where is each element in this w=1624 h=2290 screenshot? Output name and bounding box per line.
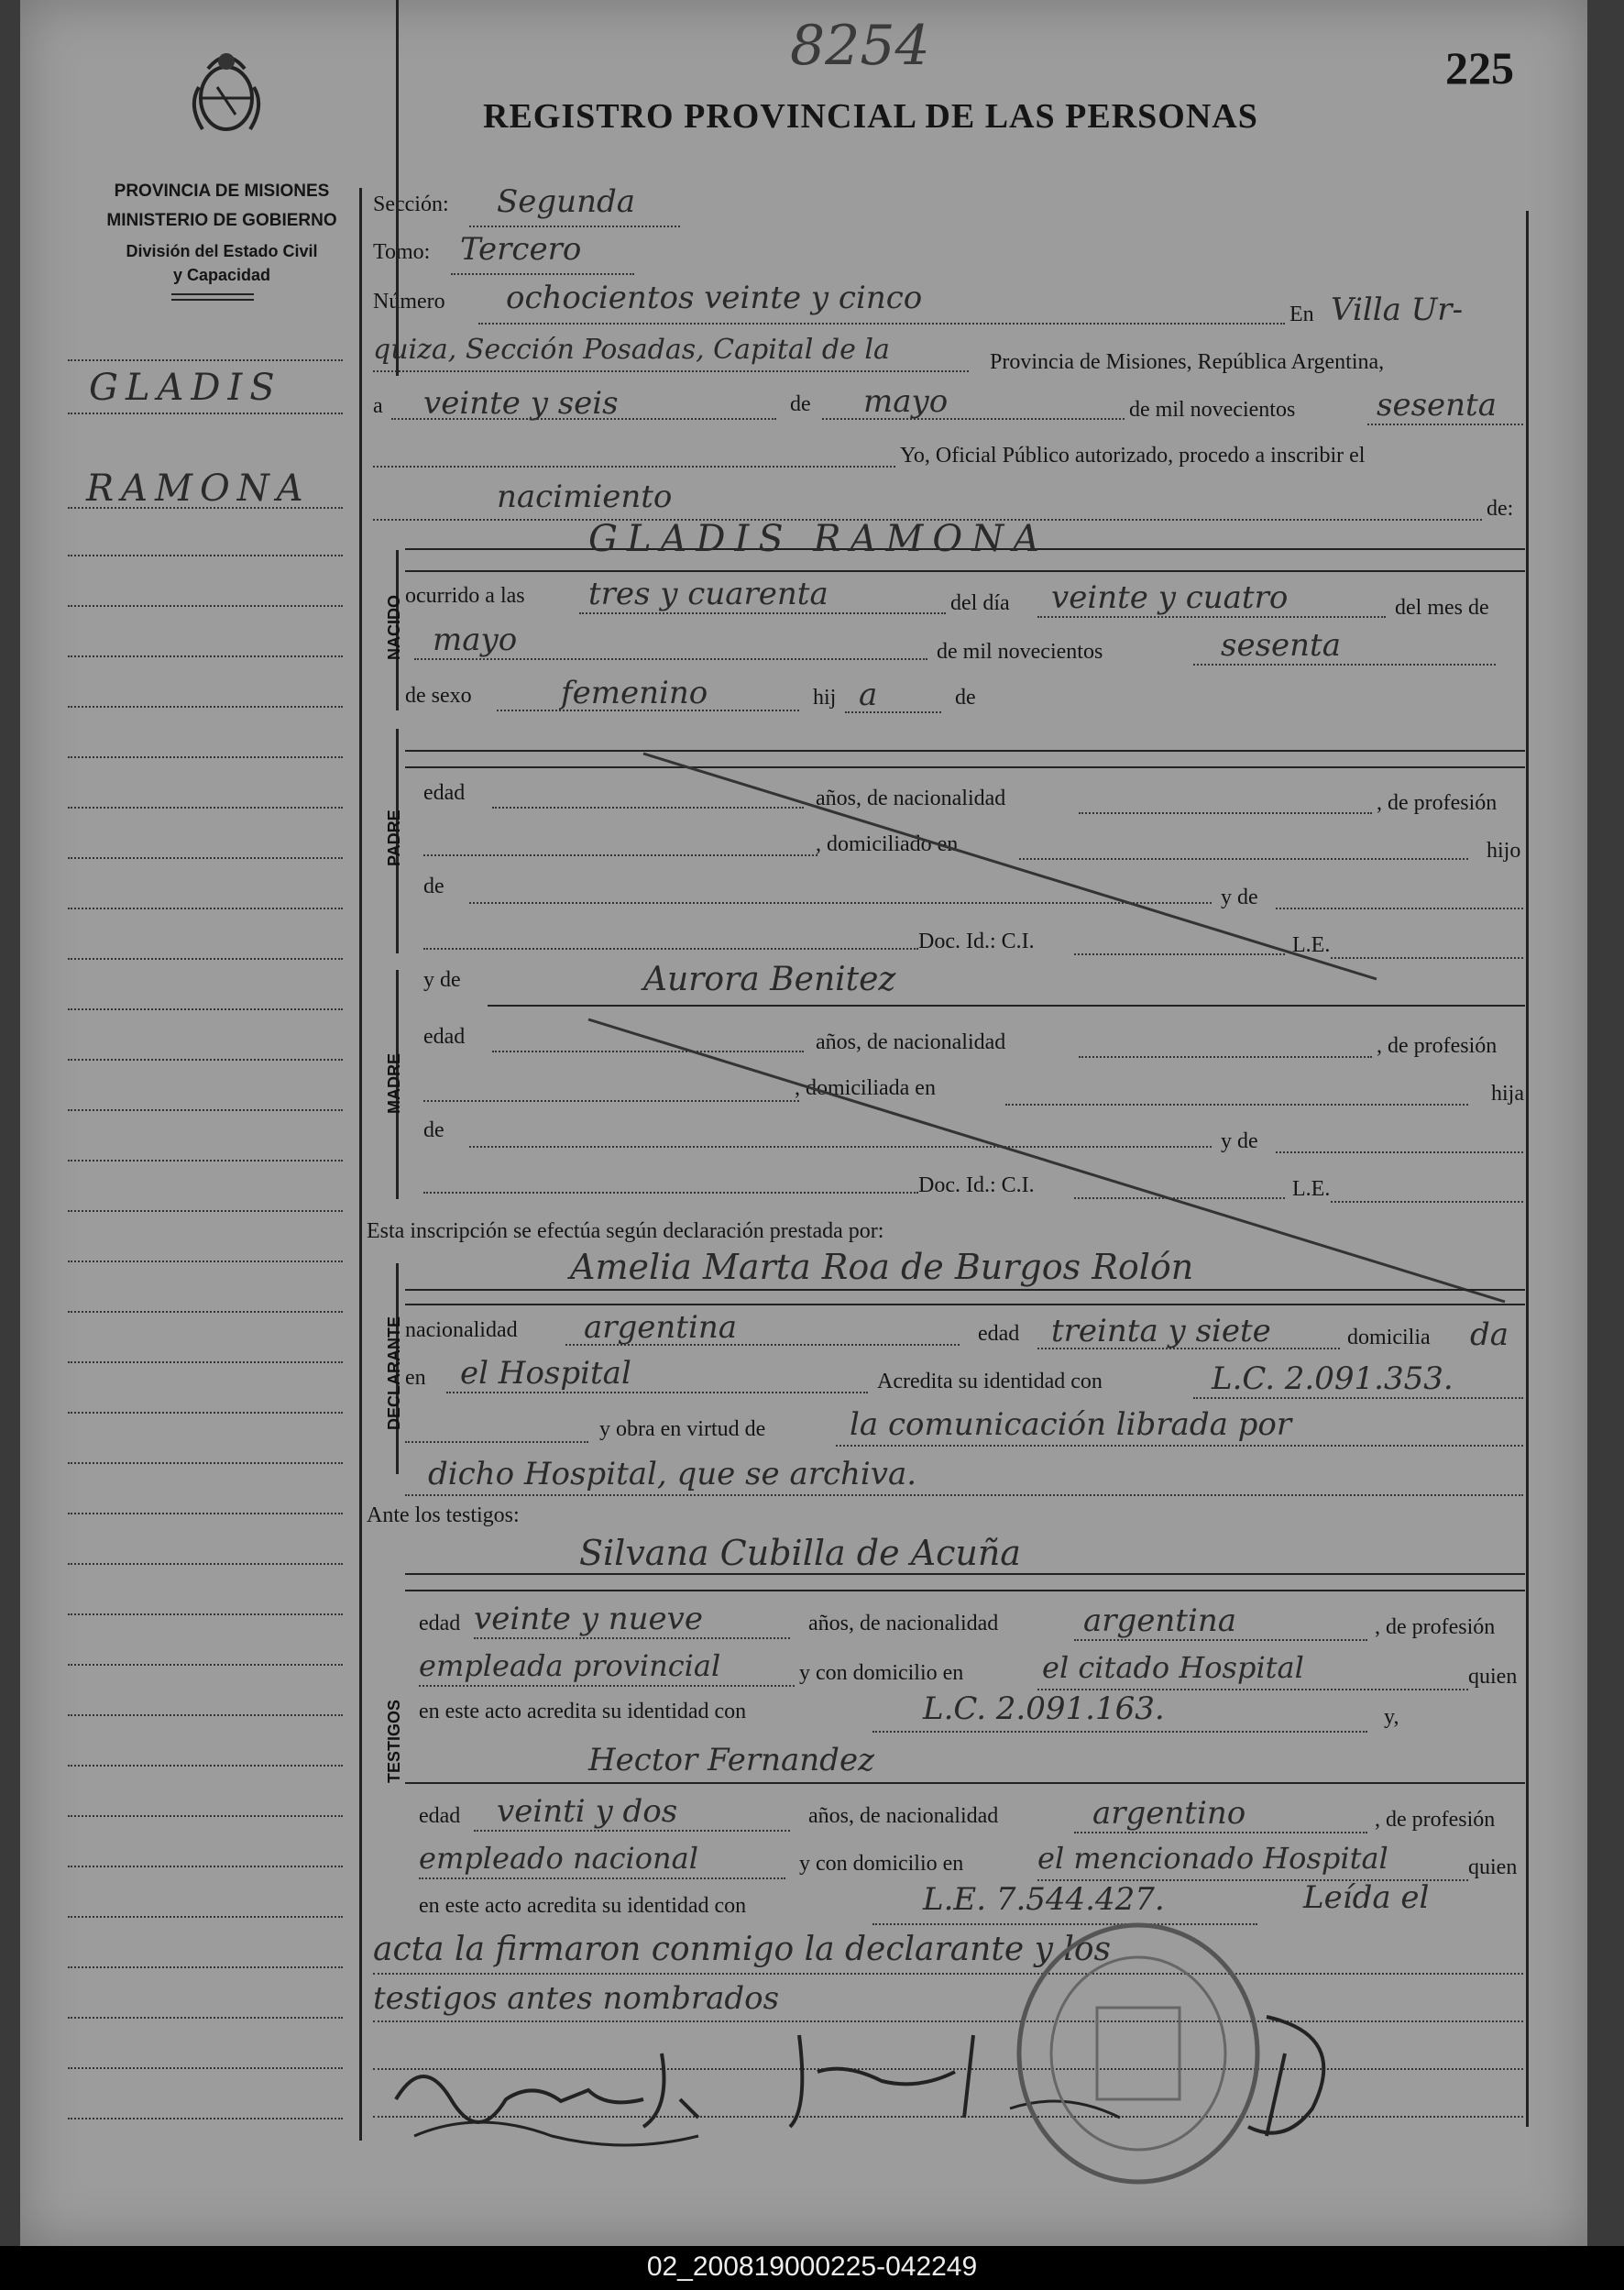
testigo2-edad-value: veinti y dos — [497, 1793, 678, 1830]
testigo1-quien-label: quien — [1468, 1665, 1518, 1689]
en-value: Villa Ur- — [1331, 292, 1464, 328]
testigo1-nombre: Silvana Cubilla de Acuña — [579, 1533, 1021, 1573]
sexo-value: femenino — [561, 675, 708, 711]
testigo1-profesion-value: empleada provincial — [419, 1648, 721, 1683]
declarante-identidad-value: L.C. 2.091.353. — [1212, 1360, 1454, 1397]
madre-hija-label: hija — [1491, 1082, 1524, 1106]
testigo1-identidad-value: L.C. 2.091.163. — [923, 1690, 1165, 1727]
yo-text: Yo, Oficial Público autorizado, procedo a inscribir el — [900, 444, 1366, 468]
testigo1-edad-value: veinte y nueve — [474, 1601, 703, 1637]
declarante-domicilia-label: domicilia — [1347, 1326, 1431, 1349]
testigos-intro: Ante los testigos: — [367, 1503, 520, 1527]
closing-line-2: testigos antes nombrados — [373, 1980, 780, 2017]
padre-domiciliado-label: , domiciliado en — [816, 832, 959, 856]
tomo-value: Tercero — [460, 231, 582, 268]
ministry-line-1: PROVINCIA DE MISIONES — [114, 182, 330, 201]
place-value: quiza, Sección Posadas, Capital de la — [373, 334, 890, 366]
tomo-label: Tomo: — [373, 240, 431, 264]
testigo1-y-label: y, — [1384, 1705, 1399, 1729]
nacido-mes-value: mayo — [433, 622, 518, 658]
declarante-nacionalidad-value: argentina — [584, 1309, 738, 1346]
declarante-obra-value-2: dicho Hospital, que se archiva. — [428, 1456, 917, 1492]
testigo1-edad-label: edad — [419, 1612, 461, 1635]
madre-y-de-label: y de — [423, 968, 461, 992]
hij-value: a — [859, 677, 878, 713]
madre-edad-label: edad — [423, 1025, 466, 1049]
nacido-de-label: de — [955, 686, 976, 710]
ministry-line-3: División del Estado Civil — [126, 242, 318, 260]
testigo1-domicilio-value: el citado Hospital — [1042, 1650, 1304, 1685]
declarante-edad-value: treinta y siete — [1051, 1313, 1271, 1349]
de-colon-label: de: — [1487, 497, 1514, 521]
declarante-acredita-label: Acredita su identidad con — [877, 1370, 1103, 1393]
mes-value: mayo — [863, 383, 949, 420]
madre-profesion-label: , de profesión — [1377, 1034, 1498, 1058]
testigo2-nombre: Hector Fernandez — [588, 1742, 874, 1778]
page-title: REGISTRO PROVINCIAL DE LAS PERSONAS — [483, 97, 1258, 136]
madre-nombre-value: Aurora Benitez — [643, 961, 896, 998]
dia-value: veinte y seis — [423, 385, 619, 422]
seccion-label: Sección: — [373, 193, 449, 216]
leida-value: Leída el — [1303, 1879, 1430, 1916]
nacido-anio-label: de mil novecientos — [937, 640, 1103, 664]
padre-section-label: PADRE — [385, 809, 403, 866]
testigo2-quien-label: quien — [1468, 1855, 1518, 1879]
declarante-en-label: en — [405, 1366, 426, 1390]
testigo2-anios-label: años, de nacionalidad — [808, 1804, 999, 1828]
declarante-domicilio-value: el Hospital — [460, 1355, 631, 1392]
testigo2-identidad-value: L.E. 7.544.427. — [923, 1881, 1165, 1918]
madre-le-label: L.E. — [1292, 1177, 1331, 1201]
anio-label: de mil novecientos — [1129, 398, 1296, 422]
register-page — [20, 0, 1587, 2246]
handwritten-entry-number: 8254 — [790, 14, 930, 78]
declarante-obra-label: y obra en virtud de — [599, 1417, 766, 1441]
margin-name-line-1: GLADIS — [89, 367, 282, 409]
padre-le-label: L.E. — [1292, 933, 1331, 957]
testigo1-nacionalidad-value: argentina — [1083, 1602, 1237, 1639]
declarante-obra-value: la comunicación librada por — [850, 1406, 1292, 1443]
padre-hijo-label: hijo — [1487, 839, 1521, 863]
madre-de-label: de — [423, 1118, 444, 1142]
testigo2-edad-label: edad — [419, 1804, 461, 1828]
nacido-dia-value: veinte y cuatro — [1051, 579, 1289, 616]
testigo1-domicilio-label: y con domicilio en — [799, 1661, 964, 1685]
padre-anios-label: años, de nacionalidad — [816, 787, 1006, 810]
hij-label: hij — [813, 686, 837, 710]
padre-profesion-label: , de profesión — [1377, 791, 1498, 815]
testigo2-acredita-label: en este acto acredita su identidad con — [419, 1894, 747, 1918]
declarante-edad-label: edad — [978, 1322, 1020, 1346]
testigo2-domicilio-label: y con domicilio en — [799, 1852, 964, 1876]
testigo1-profesion-label: , de profesión — [1375, 1615, 1496, 1639]
padre-y-de-label: y de — [1221, 886, 1258, 909]
hora-value: tres y cuarenta — [588, 576, 828, 612]
ministry-line-2: MINISTERIO DE GOBIERNO — [106, 211, 337, 230]
nacido-nombre: GLADIS RAMONA — [588, 518, 1049, 560]
padre-de-label: de — [423, 875, 444, 898]
del-mes-label: del mes de — [1395, 596, 1489, 620]
declarante-nacionalidad-label: nacionalidad — [405, 1318, 518, 1342]
testigo2-nacionalidad-value: argentino — [1092, 1795, 1246, 1832]
madre-section-label: MADRE — [385, 1053, 403, 1114]
testigo2-profesion-label: , de profesión — [1375, 1808, 1496, 1832]
testigos-section-label: TESTIGOS — [385, 1699, 403, 1783]
numero-label: Número — [373, 290, 445, 314]
en-label: En — [1289, 303, 1314, 326]
nacido-anio-value: sesenta — [1221, 627, 1341, 664]
page-number: 225 — [1445, 42, 1514, 94]
acto-value: nacimiento — [497, 479, 673, 515]
image-id-bar — [0, 2246, 1624, 2290]
madre-anios-label: años, de nacionalidad — [816, 1030, 1006, 1054]
ocurrido-label: ocurrido a las — [405, 584, 525, 608]
official-seal-stamp — [1010, 1916, 1267, 2191]
madre-domiciliada-label: , domiciliada en — [795, 1076, 936, 1100]
a-label: a — [373, 394, 383, 418]
declarante-intro: Esta inscripción se efectúa según declaración prestada por: — [367, 1219, 884, 1243]
madre-y-de2-label: y de — [1221, 1129, 1258, 1153]
testigo1-acredita-label: en este acto acredita su identidad con — [419, 1700, 747, 1723]
provincia-text: Provincia de Misiones, República Argentina, — [990, 350, 1385, 374]
margin-name-line-2: RAMONA — [86, 468, 311, 510]
nacido-section-label: NACIDO — [385, 595, 403, 660]
image-id-label: 02_200819000225-042249 — [646, 2251, 978, 2282]
seccion-value: Segunda — [497, 183, 636, 220]
declarante-section-label: DECLARANTE — [385, 1316, 403, 1430]
closing-line-1: acta la firmaron conmigo la declarante y los — [373, 1931, 1112, 1968]
madre-doc-label: Doc. Id.: C.I. — [918, 1173, 1035, 1197]
sexo-label: de sexo — [405, 684, 472, 708]
testigo2-profesion-value: empleado nacional — [419, 1841, 698, 1876]
ministry-line-4: y Capacidad — [172, 266, 271, 284]
testigo1-anios-label: años, de nacionalidad — [808, 1612, 999, 1635]
declarante-nombre: Amelia Marta Roa de Burgos Rolón — [570, 1247, 1194, 1287]
declarante-domicilia-value: da — [1470, 1316, 1509, 1353]
padre-doc-label: Doc. Id.: C.I. — [918, 930, 1035, 953]
numero-value: ochocientos veinte y cinco — [506, 280, 923, 316]
padre-edad-label: edad — [423, 781, 466, 805]
testigo2-domicilio-value: el mencionado Hospital — [1037, 1841, 1388, 1876]
anio-value: sesenta — [1377, 387, 1497, 424]
de-label: de — [790, 392, 811, 416]
del-dia-label: del día — [950, 591, 1010, 615]
